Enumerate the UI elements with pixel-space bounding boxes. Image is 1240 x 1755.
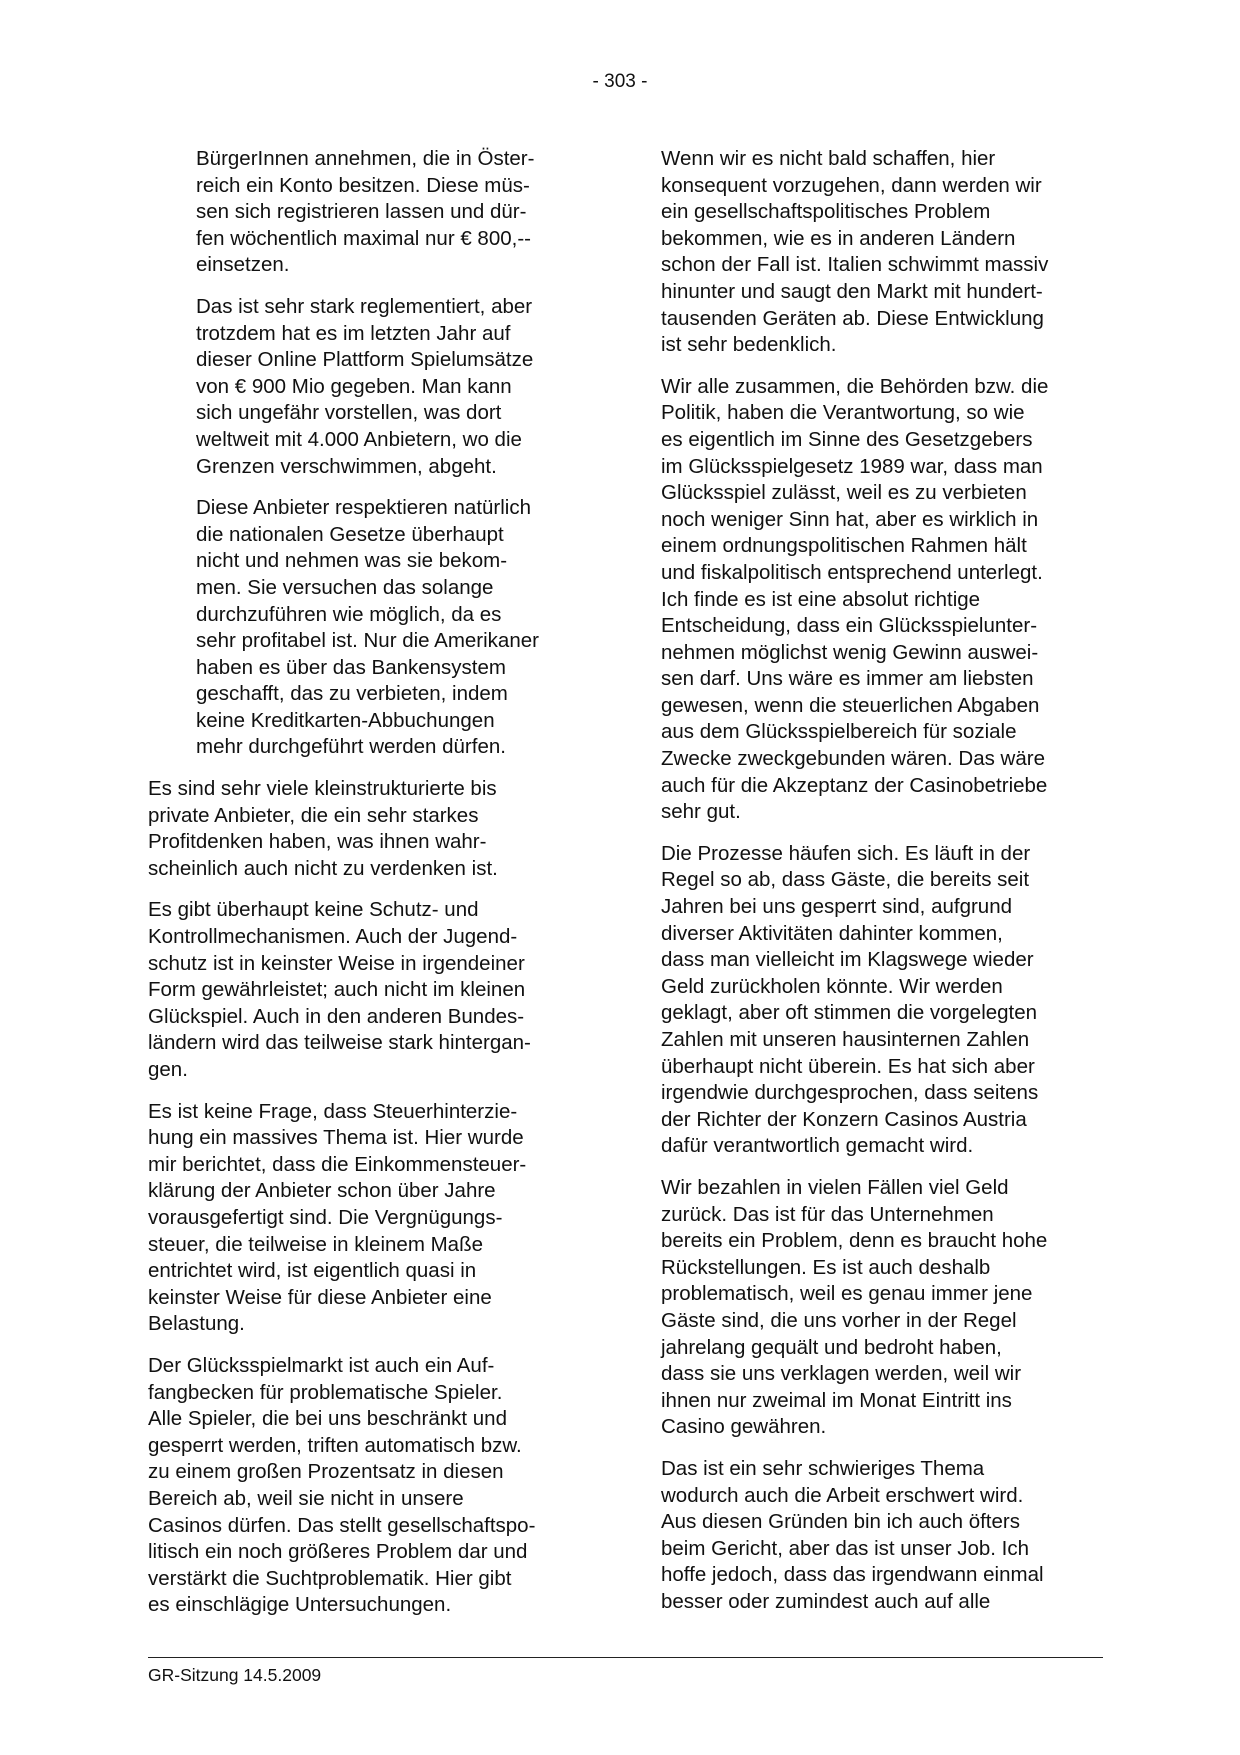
paragraph: Die Prozesse häufen sich. Es läuft in der Regel so ab, dass Gäste, die bereits seit Jahren bei uns gesperrt sind, aufgrund diverser Aktivitäten dahinter kommen, dass man vielleicht im Klagswege wieder Geld zurückholen könnte. Wir werden geklagt, aber oft stimmen die vorgelegten Zahlen mit unseren hausinternen Zahlen überhaupt nicht überein. Es hat sich aber irgendwie durchgesprochen, dass seitens der Richter der Konzern Casinos Austria dafür verantwortlich gemacht wird. xyxy=(661,841,1039,1158)
right-column xyxy=(661,146,1101,1630)
page-number: - 303 - xyxy=(592,71,648,92)
paragraph: Wir bezahlen in vielen Fällen viel Geld zurück. Das ist für das Unternehmen bereits ein Problem, denn es braucht hohe Rückstellungen. Es ist auch deshalb problematisch, weil es genau immer jene Gäste sind, die uns vorher in der Regel jahrelang gequält und bedroht haben, dass sie uns verklagen werden, weil wir ihnen nur zweimal im Monat Eintritt ins Casino gewähren. xyxy=(661,1175,1048,1439)
paragraph: Es sind sehr viele kleinstrukturierte bis private Anbieter, die ein sehr starkes Profitdenken haben, was ihnen wahr- scheinlich auch nicht zu verdenken ist. xyxy=(148,777,498,880)
paragraph: Es ist keine Frage, dass Steuerhinterzie- hung ein massives Thema ist. Hier wurde mir berichtet, dass die Einkommensteuer- klärung der Anbieter schon über Jahre vorausgefertigt sind. Die Vergnügungs- steuer, die teilweise in kleinem Maße entrichtet wird, ist eigentlich quasi in keinster Weise für diese Anbieter eine Belastung. xyxy=(148,1099,527,1336)
footer-session-label: GR-Sitzung 14.5.2009 xyxy=(148,1665,322,1685)
paragraph: Wir alle zusammen, die Behörden bzw. die Politik, haben die Verantwortung, so wie es eigentlich im Sinne des Gesetzgebers im Glücksspielgesetz 1989 war, dass man Glücksspiel zulässt, weil es zu verbieten noch weniger Sinn hat, aber es wirklich in einem ordnungspolitischen Rahmen hält und fiskalpolitisch entsprechend unterlegt. Ich finde es ist eine absolut richtige Entscheidung, dass ein Glücksspielunter- nehmen möglichst wenig Gewinn auswei- sen darf. Uns wäre es immer am liebsten gewesen, wenn die steuerlichen Abgaben aus dem Glücksspielbereich für soziale Zwecke zweckgebunden wären. Das wäre auch für die Akzeptanz der Casinobetriebe sehr gut. xyxy=(661,374,1049,824)
paragraph: Das ist ein sehr schwieriges Thema wodurch auch die Arbeit erschwert wird. Aus diesen Gründen bin ich auch öfters beim Gericht, aber das ist unser Job. Ich hoffe jedoch, dass das irgendwann einmal besser oder zumindest auch auf alle xyxy=(661,1456,1044,1613)
paragraph: BürgerInnen annehmen, die in Öster- reich ein Konto besitzen. Diese müs- sen sich registrieren lassen und dür- fen wöchentlich maximal nur € 800,-- einsetzen. xyxy=(196,147,535,277)
left-column xyxy=(148,146,588,1634)
footer-divider xyxy=(148,1657,1103,1658)
paragraph: Diese Anbieter respektieren natürlich die nationalen Gesetze überhaupt nicht und nehmen was sie bekom- men. Sie versuchen das solange durchzuführen wie möglich, da es sehr profitabel ist. Nur die Amerikaner haben es über das Bankensystem geschafft, das zu verbieten, indem keine Kreditkarten-Abbuchungen mehr durchgeführt werden dürfen. xyxy=(196,496,539,759)
paragraph: Wenn wir es nicht bald schaffen, hier konsequent vorzugehen, dann werden wir ein gesellschaftspolitisches Problem bekommen, wie es in anderen Ländern schon der Fall ist. Italien schwimmt massiv hinunter und saugt den Markt mit hundert- tausenden Geräten ab. Diese Entwicklung ist sehr bedenklich. xyxy=(661,147,1049,357)
paragraph: Es gibt überhaupt keine Schutz- und Kontrollmechanismen. Auch der Jugend- schutz ist in keinster Weise in irgendeiner Form gewährleistet; auch nicht im kleinen Glückspiel. Auch in den anderen Bundes- ländern wird das teilweise stark hintergan- gen. xyxy=(148,898,531,1081)
paragraph: Das ist sehr stark reglementiert, aber trotzdem hat es im letzten Jahr auf dieser Online Plattform Spielumsätze von € 900 Mio gegeben. Man kann sich ungefähr vorstellen, was dort weltweit mit 4.000 Anbietern, wo die Grenzen verschwimmen, abgeht. xyxy=(196,294,534,478)
paragraph: Der Glücksspielmarkt ist auch ein Auf- fangbecken für problematische Spieler. Alle Spieler, die bei uns beschränkt und gesperrt werden, triften automatisch bzw. zu einem großen Prozentsatz in diesen Bereich ab, weil sie nicht in unsere Casinos dürfen. Das stellt gesellschaftspo- litisch ein noch größeres Problem dar und verstärkt die Suchtproblematik. Hier gibt es einschlägige Untersuchungen. xyxy=(148,1353,536,1617)
